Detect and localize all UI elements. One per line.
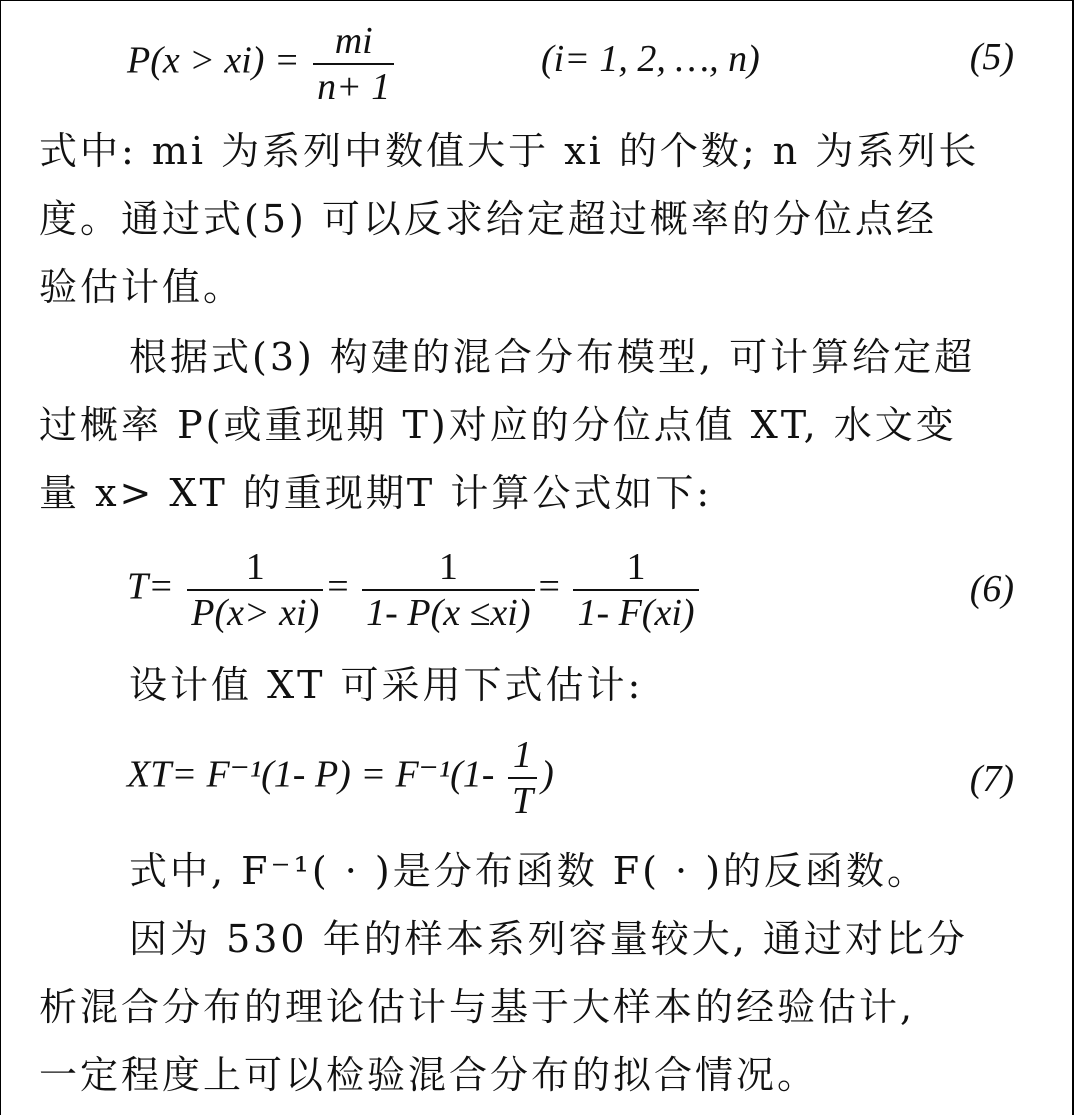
eq7-close: )	[541, 753, 554, 796]
eq5-numerator: mi	[313, 21, 394, 65]
eq6-equals-2: =	[538, 565, 560, 608]
paragraph-3: 设计值 XT 可采用下式估计:	[129, 663, 644, 707]
eq5-condition: (i= 1, 2, …, n)	[541, 38, 760, 80]
eq6-f1-denominator: P(x> xi)	[191, 592, 320, 634]
paragraph-1-line-1: 式中: mi 为系列中数值大于 xi 的个数; n 为系列长	[39, 129, 980, 173]
eq6-lhs: T=	[127, 565, 174, 608]
eq5-denominator: n+ 1	[317, 66, 391, 108]
eq6-equals-1: =	[327, 565, 349, 608]
paragraph-2-line-3: 量 x> XT 的重现期T 计算公式如下:	[39, 471, 713, 515]
equation-7	[127, 735, 554, 821]
eq6-f2-numerator: 1	[362, 547, 534, 591]
eq7-number: (7)	[969, 758, 1014, 800]
eq6-f2-denominator: 1- P(x ≤xi)	[366, 592, 531, 634]
equation-5	[127, 21, 398, 107]
eq6-fraction-1	[187, 547, 323, 633]
eq6-f3-denominator: 1- F(xi)	[577, 592, 695, 634]
eq5-number: (5)	[969, 36, 1014, 78]
equation-6	[127, 547, 703, 633]
eq7-numerator: 1	[508, 735, 537, 779]
eq6-fraction-2	[362, 547, 534, 633]
eq6-number: (6)	[969, 568, 1014, 610]
paragraph-5-line-1: 因为 530 年的样本系列容量较大, 通过对比分	[129, 917, 968, 961]
eq6-f1-numerator: 1	[187, 547, 323, 591]
eq6-f3-numerator: 1	[573, 547, 698, 591]
paragraph-2-line-2: 过概率 P(或重现期 T)对应的分位点值 XT, 水文变	[39, 403, 957, 447]
eq7-text: XT= F⁻¹(1- P) = F⁻¹(1-	[127, 753, 495, 796]
eq5-fraction	[313, 21, 394, 107]
paragraph-1-line-3: 验估计值。	[39, 265, 245, 309]
eq7-denominator: T	[511, 780, 534, 822]
eq5-lhs: P(x > xi) =	[127, 39, 300, 82]
eq6-fraction-3	[573, 547, 698, 633]
paragraph-4: 式中, F⁻¹( · )是分布函数 F( · )的反函数。	[129, 849, 929, 893]
paragraph-5-line-2: 析混合分布的理论估计与基于大样本的经验估计,	[39, 985, 916, 1029]
paragraph-2-line-1: 根据式(3) 构建的混合分布模型, 可计算给定超	[129, 335, 976, 379]
paragraph-1-line-2: 度。通过式(5) 可以反求给定超过概率的分位点经	[39, 197, 937, 241]
paragraph-5-line-3: 一定程度上可以检验混合分布的拟合情况。	[39, 1053, 819, 1097]
eq7-fraction	[508, 735, 537, 821]
